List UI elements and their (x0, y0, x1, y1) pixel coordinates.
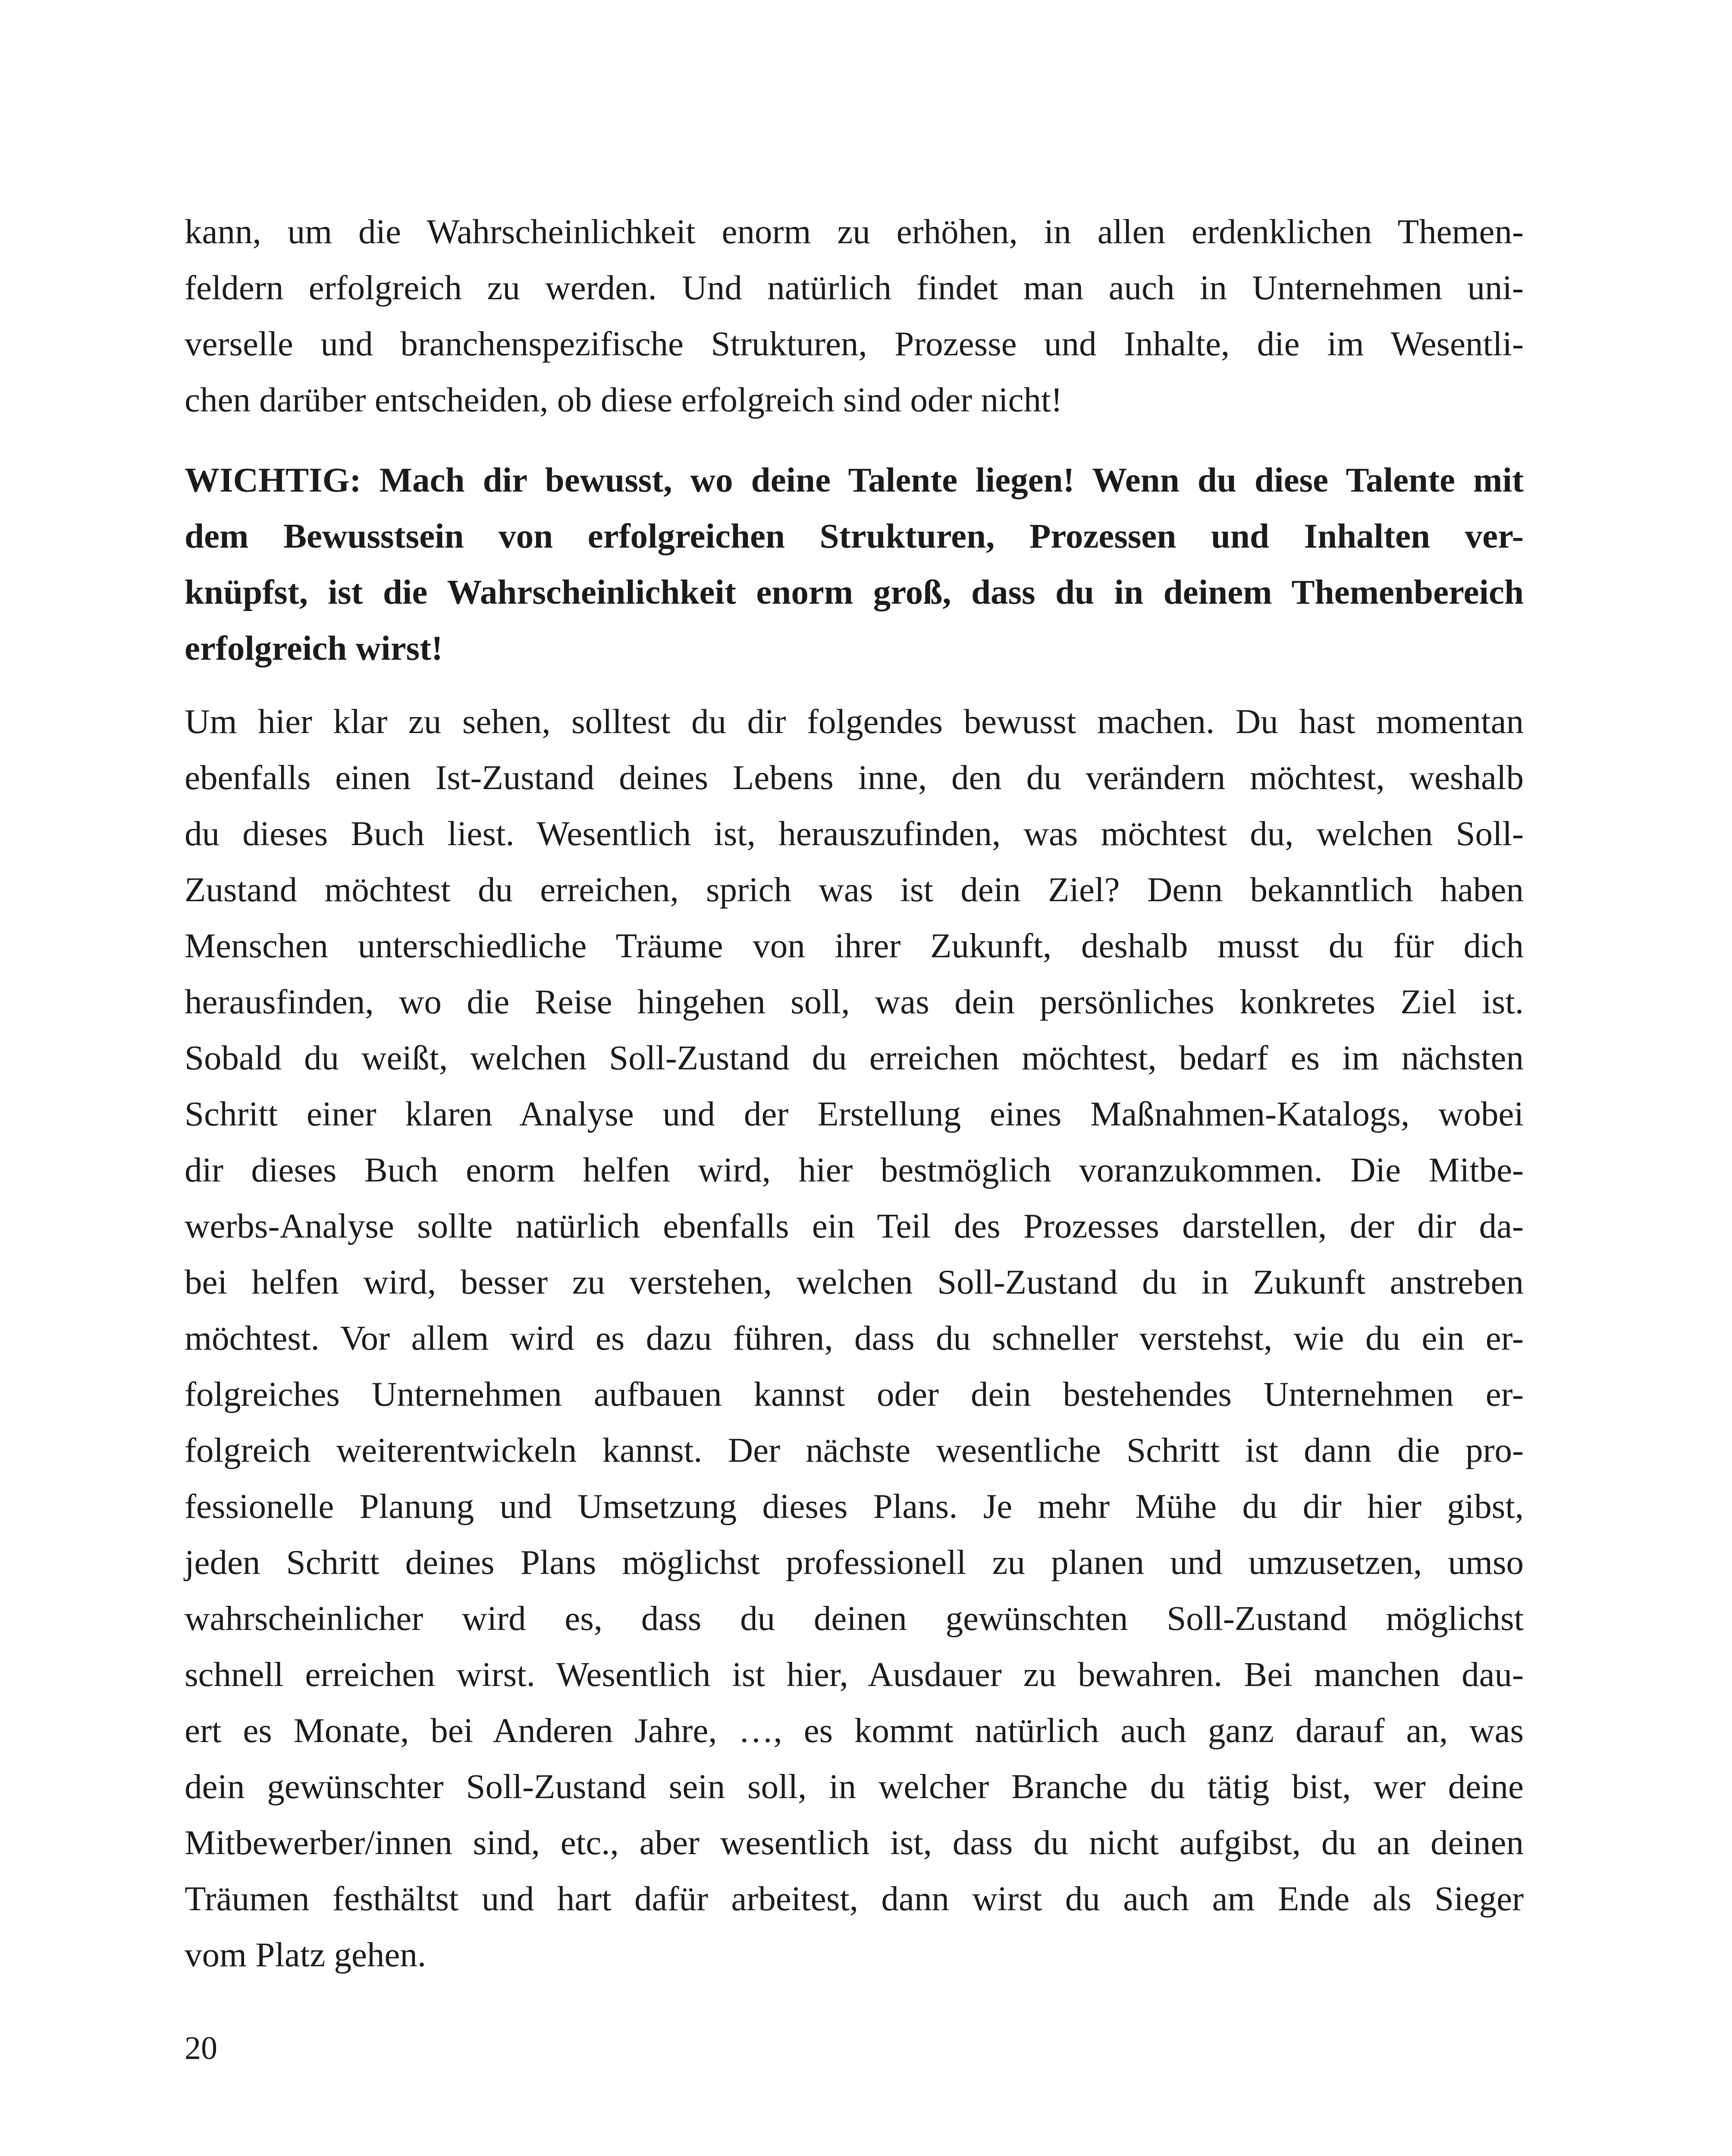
text-line: herausfinden, wo die Reise hingehen soll, was dein persönliches konkretes Ziel ist. (185, 982, 1524, 1021)
text-line: Menschen unterschiedliche Träume von ihrer Zukunft, deshalb musst du für dich (185, 926, 1524, 965)
text-line: dem Bewusstsein von erfolgreichen Strukturen, Prozessen und Inhalten ver- (185, 517, 1524, 555)
text-line: feldern erfolgreich zu werden. Und natürlich findet man auch in Unternehmen uni- (185, 268, 1524, 307)
text-line: möchtest. Vor allem wird es dazu führen, dass du schneller verstehst, wie du ein er- (185, 1319, 1524, 1357)
text-line: folgreiches Unternehmen aufbauen kannst oder dein bestehendes Unternehmen er- (185, 1375, 1524, 1413)
text-line: vom Platz gehen. (185, 1935, 427, 1974)
text-line: Um hier klar zu sehen, solltest du dir folgendes bewusst machen. Du hast momentan (185, 702, 1524, 741)
text-line: kann, um die Wahrscheinlichkeit enorm zu erhöhen, in allen erdenklichen Themen- (185, 212, 1524, 251)
text-line: Zustand möchtest du erreichen, sprich was ist dein Ziel? Denn bekanntlich haben (185, 870, 1524, 909)
text-line: Träumen festhältst und hart dafür arbeitest, dann wirst du auch am Ende als Sieger (185, 1879, 1524, 1918)
text-line: werbs-Analyse sollte natürlich ebenfalls ein Teil des Prozesses darstellen, der dir da- (185, 1206, 1524, 1245)
text-line: folgreich weiterentwickeln kannst. Der nächste wesentliche Schritt ist dann die pro- (185, 1431, 1524, 1470)
paragraph-intro (185, 204, 1524, 428)
text-line: Sobald du weißt, welchen Soll-Zustand du erreichen möchtest, bedarf es im nächsten (185, 1038, 1524, 1077)
paragraph-main (185, 693, 1524, 1983)
text-line: fessionelle Planung und Umsetzung dieses Plans. Je mehr Mühe du dir hier gibst, (185, 1487, 1524, 1526)
text-line: ebenfalls einen Ist-Zustand deines Lebens inne, den du verändern möchtest, weshalb (185, 758, 1524, 797)
text-line: Schritt einer klaren Analyse und der Erstellung eines Maßnahmen-Katalogs, wobei (185, 1094, 1524, 1133)
text-line: schnell erreichen wirst. Wesentlich ist hier, Ausdauer zu bewahren. Bei manchen dau- (185, 1655, 1524, 1694)
text-line: du dieses Buch liest. Wesentlich ist, herauszufinden, was möchtest du, welchen Soll- (185, 814, 1524, 853)
text-line: erfolgreich wirst! (185, 629, 443, 667)
text-line: dein gewünschter Soll-Zustand sein soll, in welcher Branche du tätig bist, wer deine (185, 1767, 1524, 1806)
text-line: verselle und branchenspezifische Strukturen, Prozesse und Inhalte, die im Wesentli- (185, 324, 1524, 363)
text-line: Mitbewerber/innen sind, etc., aber wesentlich ist, dass du nicht aufgibst, du an deinen (185, 1823, 1524, 1862)
text-line: ert es Monate, bei Anderen Jahre, …, es kommt natürlich auch ganz darauf an, was (185, 1711, 1524, 1750)
paragraph-important-note (185, 452, 1524, 676)
text-line: WICHTIG: Mach dir bewusst, wo deine Talente liegen! Wenn du diese Talente mit (185, 461, 1524, 499)
text-line: jeden Schritt deines Plans möglichst professionell zu planen und umzusetzen, umso (185, 1543, 1524, 1582)
text-line: chen darüber entscheiden, ob diese erfolgreich sind oder nicht! (185, 380, 1063, 419)
text-line: bei helfen wird, besser zu verstehen, welchen Soll-Zustand du in Zukunft anstreben (185, 1263, 1524, 1301)
text-line: dir dieses Buch enorm helfen wird, hier bestmöglich voranzukommen. Die Mitbe- (185, 1150, 1524, 1189)
page-number: 20 (185, 2030, 217, 2066)
text-line: wahrscheinlicher wird es, dass du deinen gewünschten Soll-Zustand möglichst (185, 1599, 1524, 1638)
text-line: knüpfst, ist die Wahrscheinlichkeit enorm groß, dass du in deinem Themenbereich (185, 573, 1524, 611)
